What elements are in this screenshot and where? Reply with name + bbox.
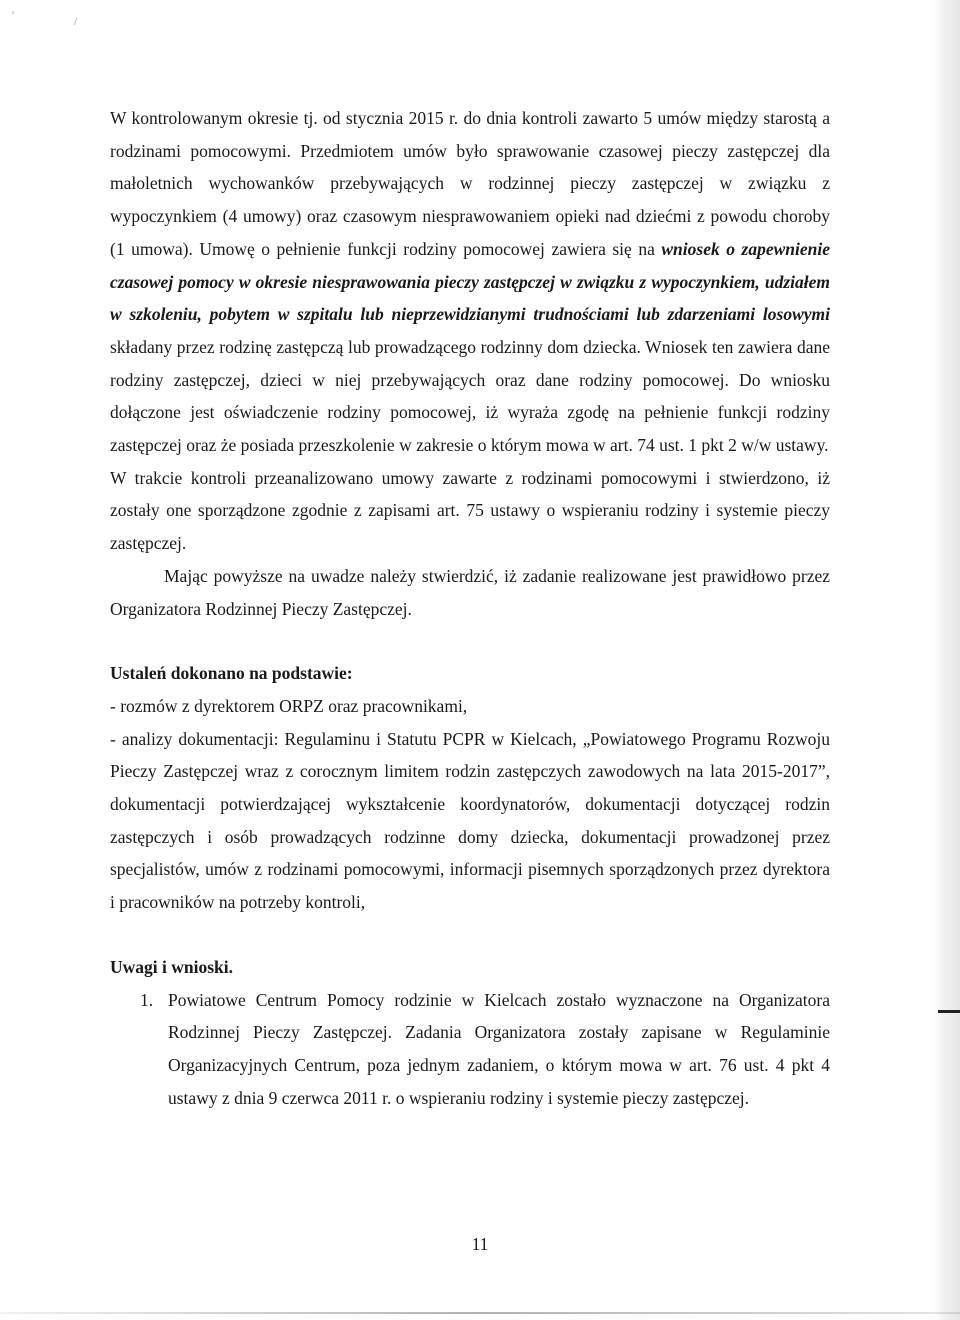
paragraph-agreements [110,102,830,462]
scan-bottom-edge [0,1312,960,1314]
basis-item-documentation: - analizy dokumentacji: Regulaminu i Statutu PCPR w Kielcach, „Powiatowego Programu Rozwoju Pieczy Zastępczej wraz z corocznym limitem rodzin zastępczych zawodowych na lata 2015-2017”, dokumentacji potwierdzającej wykształcenie koordynatorów, dokumentacji dotyczącej rodzin zastępczych i osób prowadzących rodzinne domy dziecka, dokumentacji prowadzonej przez specjalistów, umów z rodzinami pomocowymi, informacji pisemnych sporządzonych przez dyrektora i pracowników na potrzeby kontroli, [110,728,830,913]
section-gap [110,919,830,951]
section-gap [110,625,830,657]
basis-item-interviews: - rozmów z dyrektorem ORPZ oraz pracownikami, [110,695,468,716]
scan-margin-mark [938,1010,960,1013]
scan-speck: ' [12,8,15,22]
remarks-item-text: Powiatowe Centrum Pomocy rodzinie w Kielcach zostało wyznaczone na Organizatora Rodzinnej Pieczy Zastępczej. Zadania Organizatora zostały zapisane w Regulaminie Organizacyjnych Centrum, poza jednym zadaniem, o którym mowa w art. 76 ust. 4 pkt 4 ustawy z dnia 9 czerwca 2011 r. o wspieraniu rodziny i systemie pieczy zastępczej. [168,989,830,1108]
paragraph-conclusion: Mając powyższe na uwadze należy stwierdzić, iż zadanie realizowane jest prawidłowo przez Organizatora Rodzinnej Pieczy Zastępczej. [110,565,830,619]
paragraph-agreements-tail: składany przez rodzinę zastępczą lub prowadzącego rodzinny dom dziecka. Wniosek ten zawiera dane rodziny zastępczej, dzieci w niej przebywających oraz dane rodziny pomocowej. Do wniosku dołączone jest oświadczenie rodziny pomocowej, iż wyraża zgodę na pełnienie funkcji rodziny zastępczej oraz że posiada przeszkolenie w zakresie o którym mowa w art. 74 ust. 1 pkt 2 w/w ustawy. [110,336,830,456]
basis-heading: Ustaleń dokonano na podstawie: [110,663,353,684]
scan-edge-shadow [934,0,960,1320]
scan-speck: / [74,14,78,28]
paragraph-agreements-text: W kontrolowanym okresie tj. od stycznia 2015 r. do dnia kontroli zawarto 5 umów między starostą a rodzinami pomocowymi. Przedmiotem umów było sprawowanie czasowej pieczy zastępczej dla małoletnich wychowanków przebywających w rodzinnej pieczy zastępczej w związku z wypoczynkiem (4 umowy) oraz czasowym niesprawowaniem opieki nad dziećmi z powodu choroby (1 umowa). Umowę o pełnienie funkcji rodziny pomocowej zawiera się na [110,108,830,259]
remarks-list-item [140,984,830,1115]
remarks-heading: Uwagi i wnioski. [110,956,234,977]
remarks-list [110,984,830,1115]
remarks-item-number: 1. [140,989,154,1010]
paragraph-analysis: W trakcie kontroli przeanalizowano umowy zawarte z rodzinami pomocowymi i stwierdzono, iż zostały one sporządzone zgodnie z zapisami art. 75 ustawy o wspieraniu rodziny i systemie pieczy zastępczej. [110,467,830,554]
page-number: 11 [471,1234,489,1254]
paragraph-agreements-emphasis: wniosek o zapewnienie czasowej pomocy w okresie niesprawowania pieczy zastępczej w związku z wypoczynkiem, udziałem w szkoleniu, pobytem w szpitalu lub nieprzewidzianymi trudnościami lub zdarzeniami losowymi [110,238,830,325]
document-body [110,102,830,1114]
